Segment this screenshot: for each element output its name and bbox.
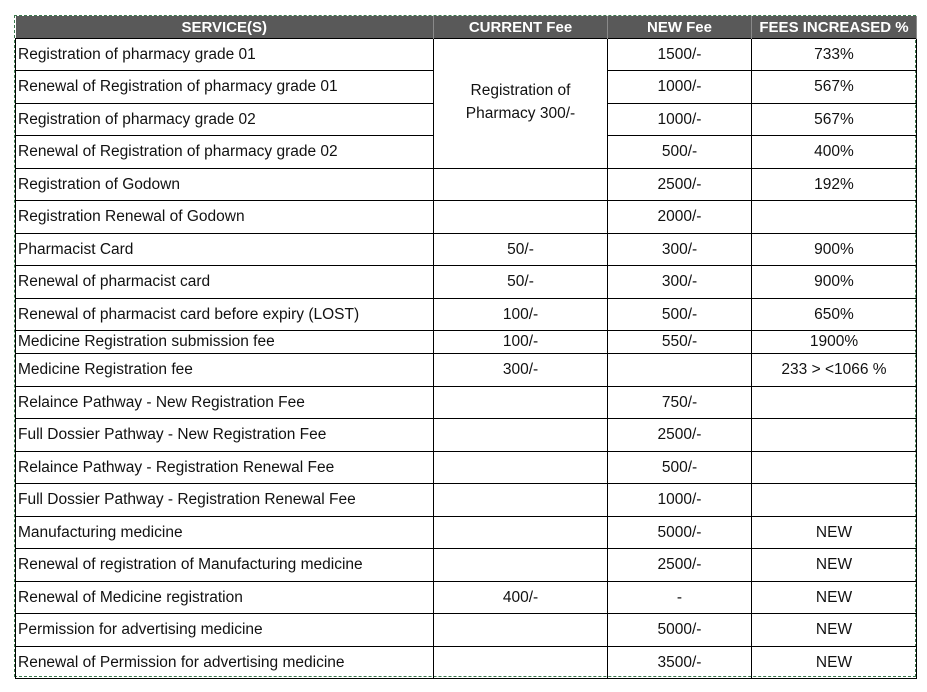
fees-increased-cell: NEW bbox=[752, 647, 917, 679]
fees-increased-cell: 650% bbox=[752, 299, 917, 331]
table-row bbox=[16, 39, 917, 71]
fees-increased-cell: 733% bbox=[752, 39, 917, 71]
current-fee-cell bbox=[434, 614, 608, 647]
new-fee-cell: 500/- bbox=[608, 136, 752, 169]
new-fee-cell: 2500/- bbox=[608, 419, 752, 452]
service-cell: Manufacturing medicine bbox=[16, 517, 434, 549]
fees-increased-cell bbox=[752, 387, 917, 419]
table-row bbox=[16, 354, 917, 387]
fees-increased-cell: NEW bbox=[752, 517, 917, 549]
current-fee-cell bbox=[434, 647, 608, 679]
service-cell: Renewal of pharmacist card before expiry (LOST) bbox=[16, 299, 434, 331]
table-row bbox=[16, 299, 917, 331]
fees-increased-cell bbox=[752, 452, 917, 484]
table-row bbox=[16, 517, 917, 549]
header-service: SERVICE(S) bbox=[16, 16, 434, 39]
new-fee-cell: 3500/- bbox=[608, 647, 752, 679]
table-body bbox=[16, 39, 917, 679]
current-fee-cell bbox=[434, 452, 608, 484]
fees-increased-cell: NEW bbox=[752, 614, 917, 647]
fees-increased-cell: 567% bbox=[752, 71, 917, 104]
new-fee-cell: 550/- bbox=[608, 331, 752, 354]
table-row bbox=[16, 387, 917, 419]
service-cell: Full Dossier Pathway - Registration Renewal Fee bbox=[16, 484, 434, 517]
fees-increased-cell: 567% bbox=[752, 104, 917, 136]
new-fee-cell: 2500/- bbox=[608, 549, 752, 582]
current-fee-cell: 50/- bbox=[434, 234, 608, 266]
current-fee-cell bbox=[434, 169, 608, 201]
service-cell: Medicine Registration submission fee bbox=[16, 331, 434, 354]
new-fee-cell: 1500/- bbox=[608, 39, 752, 71]
table-row bbox=[16, 201, 917, 234]
new-fee-cell: 300/- bbox=[608, 234, 752, 266]
new-fee-cell: 1000/- bbox=[608, 484, 752, 517]
new-fee-cell: 750/- bbox=[608, 387, 752, 419]
fees-increased-cell: 233 > <1066 % bbox=[752, 354, 917, 387]
fees-increased-cell bbox=[752, 419, 917, 452]
fees-increased-cell: 900% bbox=[752, 266, 917, 299]
current-fee-cell bbox=[434, 387, 608, 419]
service-cell: Full Dossier Pathway - New Registration Fee bbox=[16, 419, 434, 452]
table-row bbox=[16, 647, 917, 679]
header-new-fee: NEW Fee bbox=[608, 16, 752, 39]
service-cell: Renewal of Registration of pharmacy grade 01 bbox=[16, 71, 434, 104]
new-fee-cell: 1000/- bbox=[608, 104, 752, 136]
fee-table-frame bbox=[14, 15, 916, 677]
table-row bbox=[16, 452, 917, 484]
new-fee-cell: 500/- bbox=[608, 452, 752, 484]
current-fee-cell: 100/- bbox=[434, 299, 608, 331]
new-fee-cell: 300/- bbox=[608, 266, 752, 299]
fees-increased-cell: NEW bbox=[752, 549, 917, 582]
new-fee-cell: 2000/- bbox=[608, 201, 752, 234]
fees-increased-cell bbox=[752, 201, 917, 234]
service-cell: Renewal of Registration of pharmacy grade 02 bbox=[16, 136, 434, 169]
header-row bbox=[16, 16, 917, 39]
service-cell: Registration of Godown bbox=[16, 169, 434, 201]
new-fee-cell: 2500/- bbox=[608, 169, 752, 201]
service-cell: Medicine Registration fee bbox=[16, 354, 434, 387]
current-fee-cell bbox=[434, 484, 608, 517]
table-row bbox=[16, 169, 917, 201]
new-fee-cell: - bbox=[608, 582, 752, 614]
fees-increased-cell bbox=[752, 484, 917, 517]
table-row bbox=[16, 614, 917, 647]
service-cell: Registration Renewal of Godown bbox=[16, 201, 434, 234]
table-row bbox=[16, 331, 917, 354]
current-fee-cell bbox=[434, 549, 608, 582]
service-cell: Pharmacist Card bbox=[16, 234, 434, 266]
new-fee-cell: 500/- bbox=[608, 299, 752, 331]
header-fees-increased: FEES INCREASED % bbox=[752, 16, 917, 39]
service-cell: Relaince Pathway - Registration Renewal Fee bbox=[16, 452, 434, 484]
table-row bbox=[16, 419, 917, 452]
fees-increased-cell: NEW bbox=[752, 582, 917, 614]
table-row bbox=[16, 484, 917, 517]
current-fee-cell: 100/- bbox=[434, 331, 608, 354]
current-fee-cell: 50/- bbox=[434, 266, 608, 299]
fee-table bbox=[15, 16, 917, 679]
new-fee-cell: 1000/- bbox=[608, 71, 752, 104]
current-fee-cell bbox=[434, 201, 608, 234]
current-fee-cell: 400/- bbox=[434, 582, 608, 614]
fees-increased-cell: 900% bbox=[752, 234, 917, 266]
fees-increased-cell: 400% bbox=[752, 136, 917, 169]
new-fee-cell: 5000/- bbox=[608, 517, 752, 549]
service-cell: Renewal of pharmacist card bbox=[16, 266, 434, 299]
service-cell: Renewal of Permission for advertising medicine bbox=[16, 647, 434, 679]
new-fee-cell bbox=[608, 354, 752, 387]
header-current-fee: CURRENT Fee bbox=[434, 16, 608, 39]
fees-increased-cell: 1900% bbox=[752, 331, 917, 354]
service-cell: Permission for advertising medicine bbox=[16, 614, 434, 647]
service-cell: Renewal of registration of Manufacturing medicine bbox=[16, 549, 434, 582]
service-cell: Registration of pharmacy grade 02 bbox=[16, 104, 434, 136]
current-fee-cell bbox=[434, 517, 608, 549]
table-row bbox=[16, 549, 917, 582]
table-row bbox=[16, 582, 917, 614]
service-cell: Registration of pharmacy grade 01 bbox=[16, 39, 434, 71]
current-fee-cell bbox=[434, 419, 608, 452]
fees-increased-cell: 192% bbox=[752, 169, 917, 201]
new-fee-cell: 5000/- bbox=[608, 614, 752, 647]
service-cell: Relaince Pathway - New Registration Fee bbox=[16, 387, 434, 419]
table-row bbox=[16, 234, 917, 266]
service-cell: Renewal of Medicine registration bbox=[16, 582, 434, 614]
current-fee-cell: 300/- bbox=[434, 354, 608, 387]
table-row bbox=[16, 266, 917, 299]
merged-current-fee-cell: Registration of Pharmacy 300/- bbox=[434, 39, 608, 169]
